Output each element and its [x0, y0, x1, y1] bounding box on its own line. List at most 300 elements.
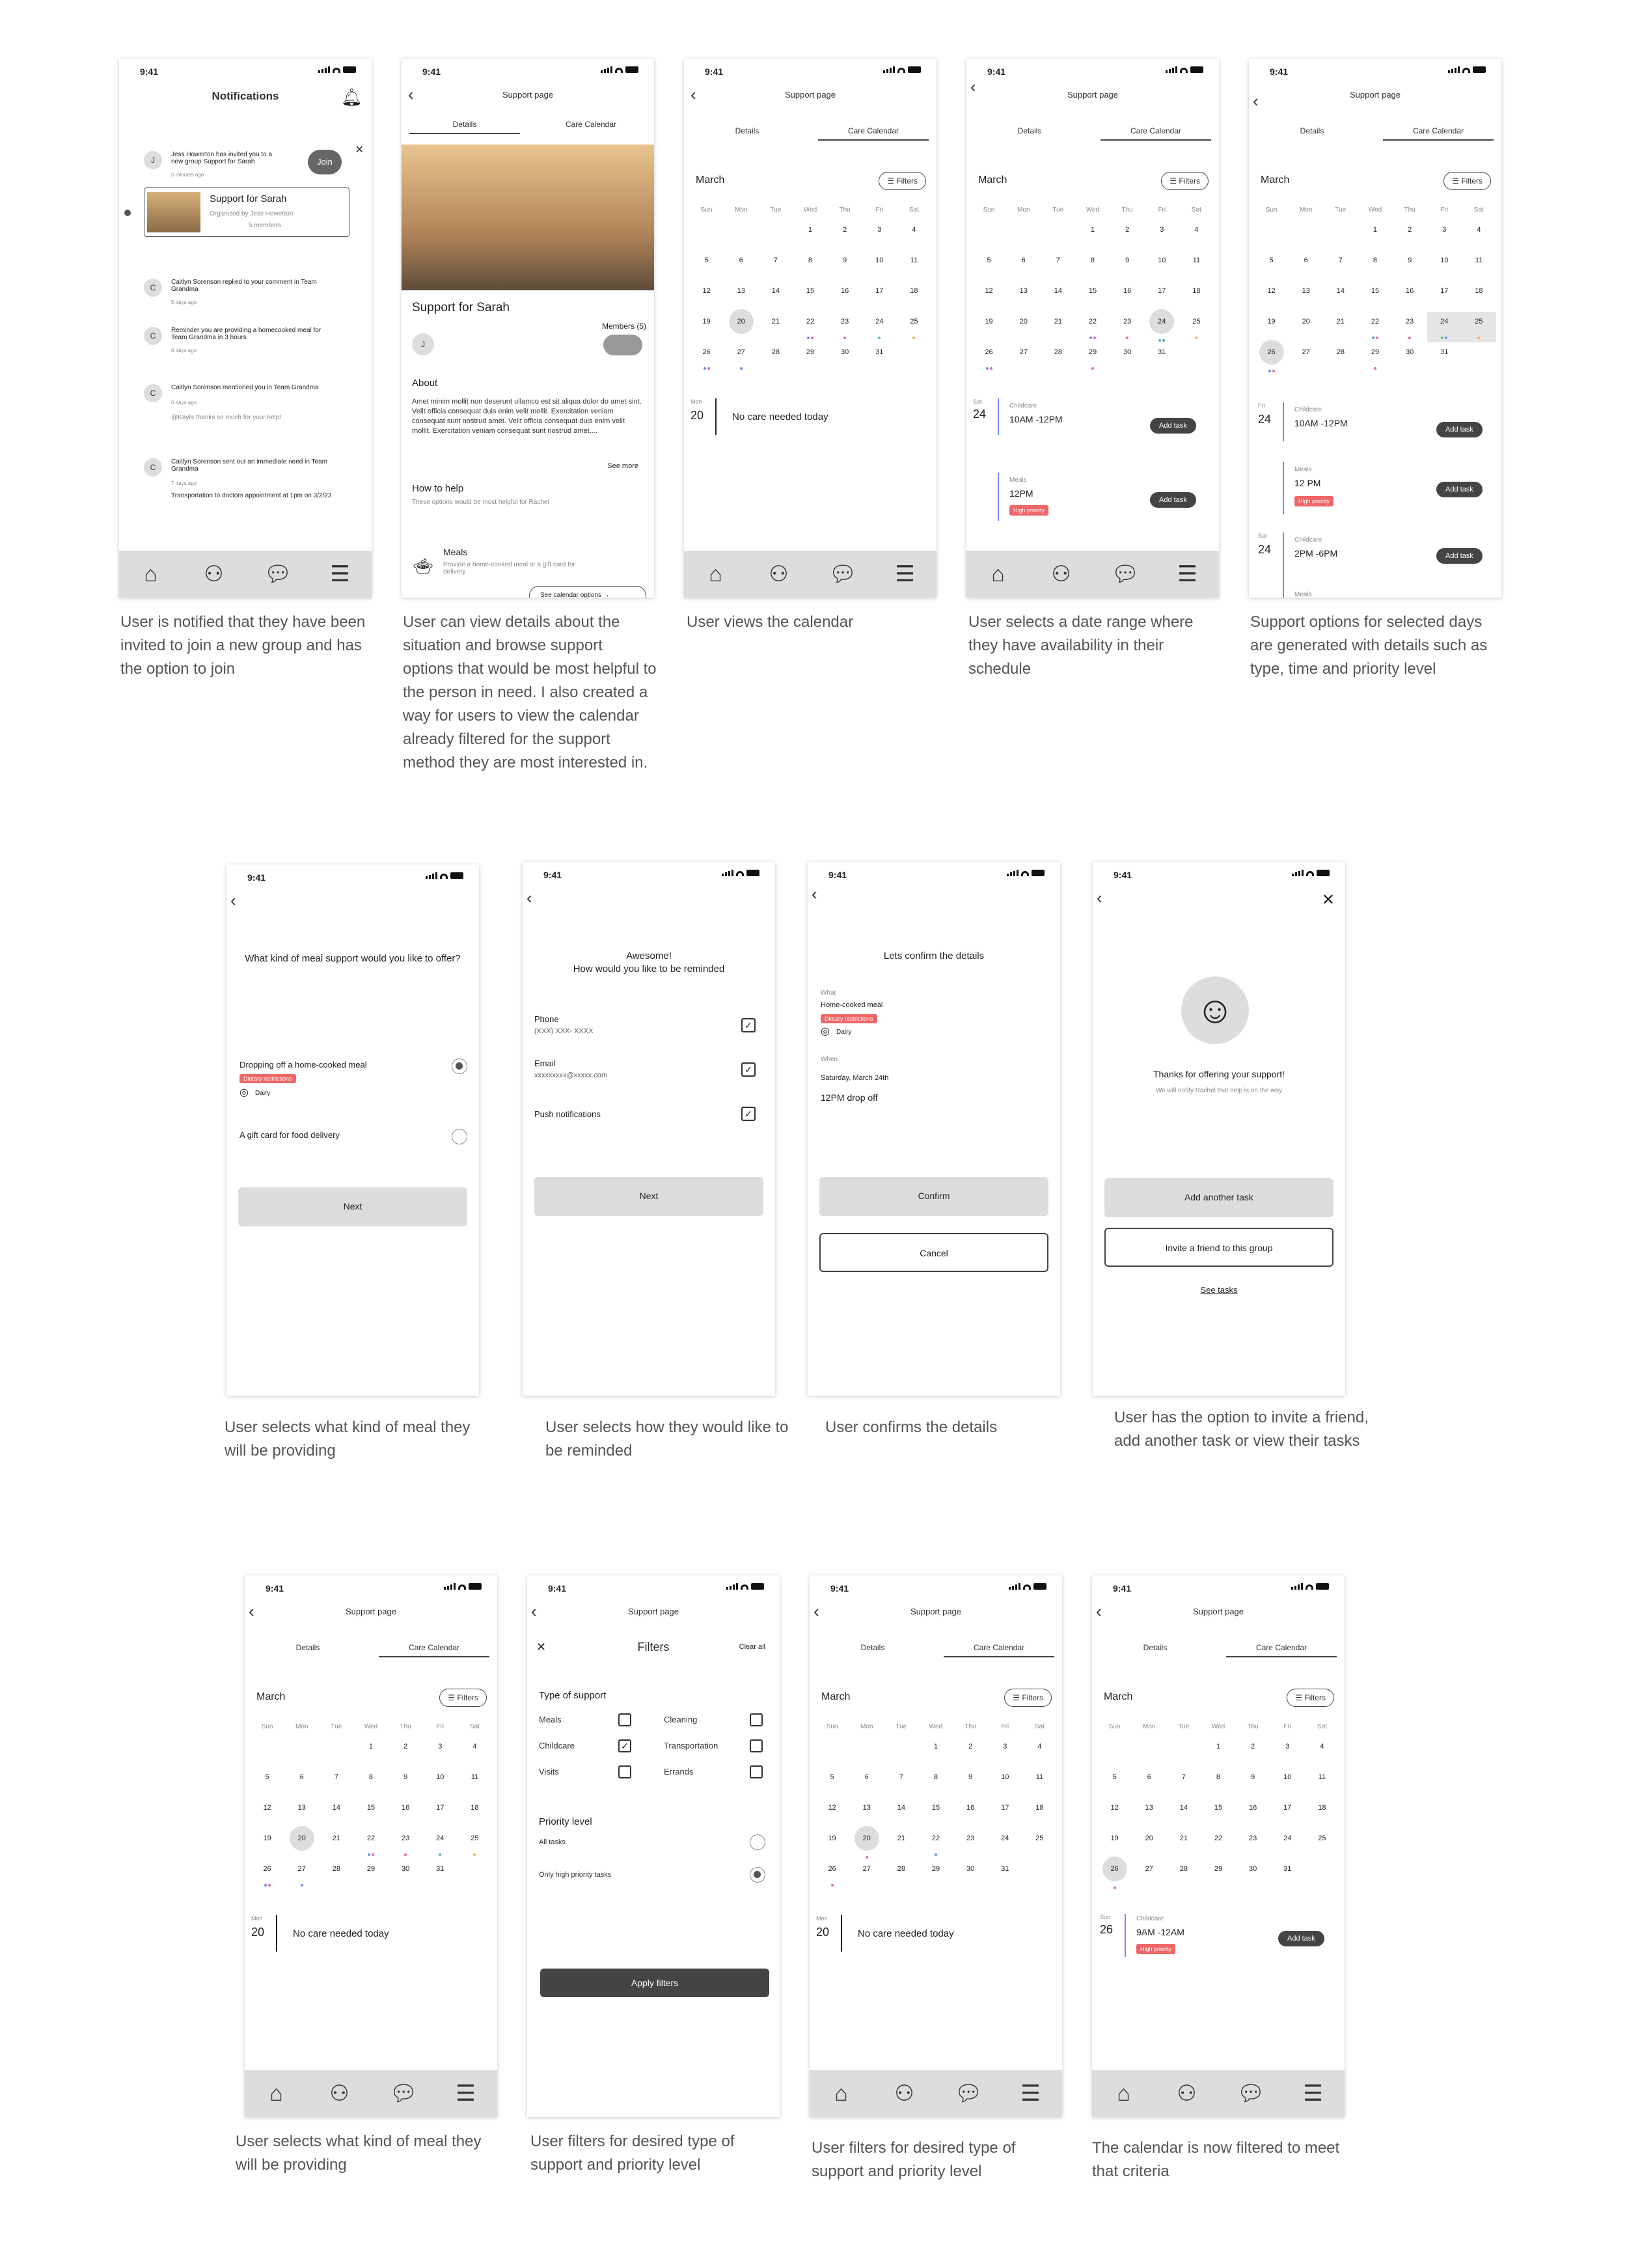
calendar-day[interactable]: 13	[737, 287, 745, 295]
filter-errands: Errands	[664, 1767, 694, 1777]
calendar-day[interactable]: 13	[1019, 287, 1028, 295]
calendar-day[interactable]: 31	[1283, 1865, 1292, 1873]
calendar-day[interactable]: 12	[1267, 287, 1276, 295]
calendar-day[interactable]: 28	[897, 1865, 905, 1873]
calendar-day[interactable]: 3	[438, 1743, 443, 1750]
calendar-day[interactable]: 29	[806, 348, 815, 356]
calendar-day[interactable]: 6	[1304, 256, 1308, 264]
back-icon[interactable]: ‹	[970, 77, 976, 96]
email-checkbox[interactable]: ✓	[741, 1062, 756, 1077]
calendar-day[interactable]: 4	[1194, 226, 1199, 234]
home-icon[interactable]: ⌂	[709, 561, 722, 587]
calendar-day[interactable]: 5	[1112, 1773, 1117, 1781]
tab-care-calendar[interactable]: Care Calendar	[1101, 126, 1212, 141]
calendar-day[interactable]: 12	[702, 287, 711, 295]
tab-care-calendar[interactable]: Care Calendar	[565, 120, 617, 129]
calendar-day[interactable]: 8	[933, 1773, 938, 1781]
calendar-day[interactable]: 24	[423, 1829, 458, 1859]
calendar-day[interactable]: 24	[1283, 1834, 1292, 1842]
close-icon[interactable]: ✕	[355, 145, 364, 156]
calendar-day[interactable]: 11	[471, 1773, 479, 1781]
day-number: 24	[973, 408, 987, 421]
chat-icon[interactable]: 💬︎	[1111, 562, 1140, 587]
calendar-day[interactable]: 7	[899, 1773, 903, 1781]
month-label: March	[256, 1691, 286, 1702]
calendar-day[interactable]: 12	[985, 287, 993, 295]
calendar-day[interactable]: 18	[1192, 287, 1201, 295]
weekday-label: Wed	[929, 1723, 943, 1730]
calendar-day[interactable]: 10	[875, 256, 884, 264]
tab-details[interactable]: Details	[735, 126, 759, 135]
calendar-day[interactable]: 3	[1285, 1743, 1290, 1750]
calendar-day[interactable]: 15	[366, 1804, 376, 1812]
calendar-day[interactable]: 3	[1003, 1743, 1007, 1750]
tasks-icon[interactable]: ☰	[1020, 2081, 1041, 2106]
cleaning-checkbox[interactable]	[750, 1713, 763, 1726]
calendar-day[interactable]: 31	[1001, 1865, 1009, 1873]
tasks-icon[interactable]: ☰	[895, 562, 915, 587]
calendar-day[interactable]: 13	[1302, 287, 1310, 295]
calendar-day[interactable]: 8	[1373, 256, 1378, 264]
calendar-day[interactable]: 15	[1088, 287, 1097, 295]
calendar-day[interactable]: 26	[689, 342, 724, 373]
calendar-day[interactable]: 27	[862, 1865, 871, 1873]
group-icon[interactable]: ⚇	[769, 562, 789, 587]
calendar-day[interactable]: 20	[1302, 318, 1310, 325]
calendar-day[interactable]: 7	[334, 1773, 338, 1781]
members-avatars[interactable]	[603, 335, 642, 355]
calendar-day[interactable]: 28	[771, 348, 780, 356]
calendar-day[interactable]: 21	[1179, 1834, 1188, 1842]
close-icon[interactable]: ✕	[1321, 891, 1335, 909]
home-icon[interactable]: ⌂	[1117, 2081, 1130, 2106]
home-icon[interactable]: ⌂	[144, 561, 157, 587]
back-icon[interactable]: ‹	[531, 1601, 537, 1621]
calendar-day[interactable]: 14	[1179, 1804, 1188, 1812]
calendar-day[interactable]: 16	[1249, 1804, 1257, 1812]
radio-all-tasks[interactable]	[750, 1834, 765, 1850]
calendar-day[interactable]: 9	[843, 256, 847, 264]
calendar-day[interactable]: 30	[1249, 1865, 1257, 1873]
see-tasks-link[interactable]: See tasks	[1200, 1285, 1238, 1295]
calendar-day[interactable]: 8	[368, 1773, 374, 1781]
calendar-day[interactable]: 21	[897, 1834, 905, 1842]
calendar-day[interactable]: 22	[1214, 1834, 1223, 1842]
calendar-day[interactable]: 17	[1158, 287, 1166, 295]
calendar-day[interactable]: 20	[284, 1829, 319, 1859]
calendar-day[interactable]: 25	[1462, 312, 1496, 342]
calendar-day[interactable]: 28	[332, 1865, 340, 1873]
add-task-button[interactable]: Add task	[1278, 1931, 1324, 1946]
calendar-day[interactable]: 2	[403, 1743, 408, 1750]
calendar-day[interactable]: 15	[806, 287, 815, 295]
tab-details[interactable]: Details	[1300, 126, 1324, 135]
notification-time: 6 days ago	[171, 348, 197, 353]
calendar-day[interactable]: 2	[843, 226, 847, 234]
tab-details[interactable]: Details	[409, 120, 521, 134]
calendar-day[interactable]: 31	[875, 348, 884, 356]
tasks-icon[interactable]: ☰	[1303, 2081, 1323, 2106]
calendar-day[interactable]: 14	[1054, 287, 1062, 295]
calendar-day[interactable]: 29	[366, 1865, 376, 1873]
calendar-day[interactable]: 1	[1373, 226, 1378, 234]
calendar-day[interactable]: 30	[966, 1865, 975, 1873]
next-button[interactable]: Next	[238, 1187, 467, 1226]
add-task-button[interactable]: Add task	[1150, 418, 1196, 434]
calendar-day[interactable]: 11	[1475, 256, 1483, 264]
home-icon[interactable]: ⌂	[269, 2081, 283, 2106]
event-bar	[998, 473, 999, 521]
tab-details[interactable]: Details	[860, 1643, 885, 1652]
add-task-button[interactable]: Add task	[1436, 422, 1483, 437]
calendar-day[interactable]: 18	[1318, 1804, 1326, 1812]
confirm-button[interactable]: Confirm	[819, 1177, 1048, 1216]
meals-checkbox[interactable]	[618, 1713, 631, 1726]
group-icon[interactable]: ⚇	[1051, 562, 1071, 587]
add-task-button[interactable]: Add task	[1436, 548, 1483, 564]
calendar-day[interactable]: 20	[1019, 318, 1028, 325]
calendar-day[interactable]: 30	[841, 348, 849, 356]
event-dots	[1254, 361, 1289, 391]
calendar-day[interactable]: 17	[875, 287, 884, 295]
calendar-day[interactable]: 21	[332, 1834, 340, 1842]
calendar-day[interactable]: 14	[771, 287, 780, 295]
calendar-day[interactable]: 20	[724, 312, 758, 342]
calendar-day[interactable]: 16	[1406, 287, 1414, 295]
tab-care-calendar[interactable]: Care Calendar	[379, 1643, 490, 1657]
calendar-day[interactable]: 6	[739, 256, 743, 264]
chat-icon[interactable]: 💬︎	[389, 2081, 418, 2106]
calendar-day[interactable]: 7	[1056, 256, 1060, 264]
chat-icon[interactable]: 💬︎	[954, 2081, 983, 2106]
calendar-day[interactable]: 17	[436, 1804, 444, 1812]
calendar-day[interactable]: 9	[403, 1773, 408, 1781]
calendar-day[interactable]: 22	[918, 1829, 953, 1859]
cancel-button[interactable]: Cancel	[819, 1233, 1048, 1272]
calendar-day[interactable]: 29	[1358, 342, 1392, 373]
priority-badge: High priority	[1294, 496, 1333, 506]
calendar-day[interactable]: 5	[704, 256, 709, 264]
calendar-day[interactable]: 25	[1318, 1834, 1326, 1842]
weekday-label: Fri	[1283, 1723, 1292, 1730]
filters-button[interactable]: ☰ Filters	[439, 1689, 487, 1707]
calendar-day[interactable]: 31	[1158, 348, 1166, 356]
calendar-day[interactable]: 11	[910, 256, 918, 264]
radio-high-priority[interactable]	[750, 1867, 765, 1883]
back-icon[interactable]: ‹	[249, 1601, 254, 1621]
add-task-button[interactable]: Add task	[1150, 492, 1196, 508]
calendar-day[interactable]: 10	[1440, 256, 1449, 264]
calendar-day[interactable]: 10	[1283, 1773, 1292, 1781]
calendar-day[interactable]: 24	[1145, 312, 1179, 342]
calendar-day[interactable]: 6	[864, 1773, 869, 1781]
calendar-day[interactable]: 16	[841, 287, 849, 295]
calendar-day[interactable]: 17	[1001, 1804, 1009, 1812]
back-icon[interactable]: ‹	[1097, 888, 1102, 907]
calendar-day[interactable]: 30	[402, 1865, 410, 1873]
calendar-day[interactable]: 28	[1179, 1865, 1188, 1873]
calendar-day[interactable]: 13	[1145, 1804, 1153, 1812]
calendar-day[interactable]: 6	[1021, 256, 1026, 264]
calendar-day[interactable]: 25	[1179, 312, 1214, 342]
calendar-day[interactable]: 9	[1125, 256, 1130, 264]
calendar-day[interactable]: 31	[436, 1865, 444, 1873]
calendar-day[interactable]: 17	[1440, 287, 1449, 295]
calendar-day[interactable]: 24	[862, 312, 897, 342]
radio-gift-card[interactable]	[452, 1129, 467, 1144]
back-icon[interactable]: ‹	[812, 884, 817, 904]
calendar-day[interactable]: 15	[1371, 287, 1380, 295]
calendar-day[interactable]: 16	[402, 1804, 410, 1812]
calendar-day[interactable]: 24	[1001, 1834, 1009, 1842]
calendar-day[interactable]: 4	[912, 226, 916, 234]
calendar-day[interactable]: 3	[877, 226, 882, 234]
tab-care-calendar[interactable]: Care Calendar	[944, 1643, 1055, 1657]
calendar-day[interactable]: 2	[1125, 226, 1130, 234]
calendar-day[interactable]: 19	[263, 1834, 271, 1842]
calendar-day[interactable]: 4	[472, 1743, 477, 1750]
calendar-grid	[815, 1717, 1057, 1890]
clear-all-link[interactable]: Clear all	[739, 1643, 765, 1651]
calendar-day[interactable]: 6	[1147, 1773, 1151, 1781]
tab-care-calendar[interactable]: Care Calendar	[1383, 126, 1494, 141]
calendar-day[interactable]: 11	[1035, 1773, 1044, 1781]
errands-checkbox[interactable]	[750, 1765, 763, 1778]
visits-checkbox[interactable]	[618, 1765, 631, 1778]
chat-icon[interactable]: 💬︎	[828, 562, 857, 587]
calendar-day[interactable]: 16	[966, 1804, 975, 1812]
calendar-day[interactable]: 10	[1158, 256, 1166, 264]
calendar-day[interactable]: 1	[1216, 1743, 1221, 1750]
calendar-day[interactable]: 11	[1192, 256, 1201, 264]
calendar-day[interactable]: 8	[1090, 256, 1095, 264]
calendar-day[interactable]: 29	[1075, 342, 1110, 373]
calendar-day[interactable]: 12	[263, 1804, 271, 1812]
calendar-day[interactable]: 4	[1477, 226, 1481, 234]
calendar-day[interactable]: 26	[250, 1859, 284, 1890]
join-button[interactable]: Join	[308, 150, 342, 174]
calendar-day[interactable]: 30	[1123, 348, 1132, 356]
event-dots	[1358, 358, 1392, 389]
calendar-day[interactable]: 10	[1001, 1773, 1009, 1781]
calendar-day[interactable]: 23	[1110, 312, 1145, 342]
calendar-day[interactable]: 2	[1408, 226, 1412, 234]
chat-icon[interactable]: 💬︎	[1237, 2081, 1265, 2106]
calendar-day[interactable]: 21	[771, 318, 780, 325]
event-dots	[972, 358, 1006, 389]
filters-button[interactable]: ☰ Filters	[1443, 172, 1491, 190]
calendar-day[interactable]: 5	[830, 1773, 834, 1781]
calendar-day[interactable]: 27	[1145, 1865, 1153, 1873]
calendar-day[interactable]: 28	[1054, 348, 1062, 356]
calendar-day[interactable]: 9	[1251, 1773, 1255, 1781]
group-card[interactable]	[144, 187, 349, 237]
calendar-day[interactable]: 16	[1123, 287, 1132, 295]
calendar-day[interactable]: 25	[1035, 1834, 1044, 1842]
apply-filters-button[interactable]: Apply filters	[540, 1969, 769, 1997]
calendar-day[interactable]: 22	[1075, 312, 1110, 342]
back-icon[interactable]: ‹	[1096, 1601, 1102, 1621]
group-icon[interactable]: ⚇	[894, 2081, 914, 2106]
calendar-day[interactable]: 31	[1440, 348, 1449, 356]
back-icon[interactable]: ‹	[1253, 91, 1259, 111]
calendar-day[interactable]: 18	[471, 1804, 479, 1812]
calendar-day[interactable]: 7	[1181, 1773, 1186, 1781]
chat-icon[interactable]: 💬︎	[264, 562, 292, 587]
calendar-day[interactable]: 19	[985, 318, 993, 325]
filters-button[interactable]: ☰ Filters	[1287, 1689, 1334, 1707]
calendar-day[interactable]: 18	[1035, 1804, 1044, 1812]
calendar-day[interactable]: 27	[1019, 348, 1028, 356]
calendar-day[interactable]: 3	[1442, 226, 1447, 234]
calendar-day[interactable]: 22	[1358, 312, 1392, 342]
calendar-day[interactable]: 27	[1302, 348, 1310, 356]
calendar-day[interactable]: 9	[968, 1773, 973, 1781]
calendar-day[interactable]: 4	[1037, 1743, 1042, 1750]
tab-details[interactable]: Details	[1017, 126, 1042, 135]
calendar-day[interactable]: 13	[297, 1804, 306, 1812]
calendar-day[interactable]: 2	[968, 1743, 973, 1750]
calendar-day[interactable]: 11	[1318, 1773, 1326, 1781]
calendar-day[interactable]: 22	[793, 312, 827, 342]
add-another-task-button[interactable]: Add another task	[1104, 1178, 1333, 1217]
next-button[interactable]: Next	[534, 1177, 763, 1216]
calendar-day[interactable]: 25	[458, 1829, 492, 1859]
calendar-day[interactable]: 19	[1110, 1834, 1119, 1842]
back-icon[interactable]: ‹	[814, 1601, 819, 1621]
calendar-day[interactable]: 8	[1216, 1773, 1221, 1781]
calendar-day[interactable]: 9	[1408, 256, 1412, 264]
calendar-day[interactable]: 25	[897, 312, 931, 342]
phone-checkbox[interactable]: ✓	[741, 1018, 756, 1032]
calendar-day[interactable]: 28	[1336, 348, 1345, 356]
calendar-day[interactable]: 20	[849, 1829, 884, 1859]
weekday-label: Mon	[295, 1723, 308, 1730]
tasks-icon[interactable]: ☰	[330, 562, 350, 587]
calendar-day[interactable]: 29	[931, 1865, 940, 1873]
calendar-day[interactable]: 26	[1254, 342, 1289, 373]
bell-icon[interactable]: 🔔︎	[340, 87, 362, 107]
home-icon[interactable]: ⌂	[991, 561, 1005, 587]
close-icon[interactable]: ✕	[536, 1640, 547, 1653]
tab-details[interactable]: Details	[1143, 1643, 1168, 1652]
tab-care-calendar[interactable]: Care Calendar	[1226, 1643, 1337, 1657]
calendar-day[interactable]: 22	[353, 1829, 388, 1859]
calendar-day[interactable]: 21	[1054, 318, 1062, 325]
calendar-day[interactable]: 24	[1427, 312, 1462, 342]
priority-heading: Priority level	[539, 1816, 592, 1827]
group-icon[interactable]: ⚇	[329, 2081, 349, 2106]
calendar-day[interactable]: 21	[1336, 318, 1345, 325]
calendar-grid	[1097, 1717, 1339, 1890]
calendar-day[interactable]: 1	[808, 226, 813, 234]
calendar-day[interactable]: 4	[1320, 1743, 1324, 1750]
calendar-day[interactable]: 1	[368, 1743, 374, 1750]
calendar-day[interactable]: 19	[702, 318, 711, 325]
tab-details[interactable]: Details	[295, 1643, 320, 1652]
calendar-day[interactable]: 23	[966, 1834, 975, 1842]
tasks-icon[interactable]: ☰	[1177, 562, 1197, 587]
option-home-cooked[interactable]: Dropping off a home-cooked meal	[239, 1060, 367, 1070]
calendar-day[interactable]: 3	[1160, 226, 1164, 234]
calendar-day[interactable]: 23	[828, 312, 862, 342]
back-icon[interactable]: ‹	[230, 891, 236, 910]
calendar-day[interactable]: 23	[1393, 312, 1427, 342]
filters-button[interactable]: ☰ Filters	[879, 172, 926, 190]
calendar-day[interactable]: 5	[987, 256, 991, 264]
calendar-day[interactable]: 14	[1336, 287, 1345, 295]
back-icon[interactable]: ‹	[690, 85, 696, 104]
group-icon[interactable]: ⚇	[204, 562, 224, 587]
option-gift-card[interactable]: A gift card for food delivery	[239, 1130, 340, 1140]
radio-home-cooked[interactable]	[452, 1058, 467, 1074]
calendar-day[interactable]: 26	[1097, 1859, 1132, 1890]
calendar-day[interactable]: 17	[1283, 1804, 1292, 1812]
calendar-day[interactable]: 13	[862, 1804, 871, 1812]
group-icon[interactable]: ⚇	[1177, 2081, 1197, 2106]
calendar-day[interactable]: 14	[897, 1804, 905, 1812]
calendar-day[interactable]: 23	[389, 1829, 423, 1859]
calendar-day[interactable]: 27	[284, 1859, 319, 1890]
calendar-day[interactable]: 15	[931, 1804, 940, 1812]
calendar-day[interactable]: 23	[1249, 1834, 1257, 1842]
calendar-day[interactable]: 27	[724, 342, 758, 373]
home-icon[interactable]: ⌂	[834, 2081, 848, 2106]
calendar-day[interactable]: 18	[910, 287, 918, 295]
calendar-day[interactable]: 5	[265, 1773, 269, 1781]
childcare-checkbox[interactable]: ✓	[618, 1739, 631, 1752]
add-task-button[interactable]: Add task	[1436, 482, 1483, 497]
see-calendar-options-button[interactable]: See calendar options →	[529, 586, 646, 598]
page-title: Support page	[1067, 90, 1119, 100]
calendar-day[interactable]: 18	[1475, 287, 1483, 295]
calendar-day[interactable]: 8	[808, 256, 813, 264]
calendar-day[interactable]: 19	[1267, 318, 1276, 325]
calendar-day[interactable]: 29	[1214, 1865, 1223, 1873]
calendar-day[interactable]: 12	[828, 1804, 836, 1812]
see-more-link[interactable]: See more	[607, 462, 638, 470]
calendar-day[interactable]: 7	[1338, 256, 1343, 264]
calendar-day[interactable]: 12	[1110, 1804, 1119, 1812]
tasks-icon[interactable]: ☰	[456, 2081, 476, 2106]
calendar-day[interactable]: 7	[773, 256, 778, 264]
calendar-day[interactable]: 10	[436, 1773, 444, 1781]
push-checkbox[interactable]: ✓	[741, 1107, 756, 1121]
calendar-day[interactable]: 5	[1269, 256, 1274, 264]
calendar-day[interactable]: 14	[332, 1804, 340, 1812]
calendar-day[interactable]: 30	[1406, 348, 1414, 356]
calendar-day[interactable]: 1	[933, 1743, 938, 1750]
calendar-day[interactable]: 26	[815, 1859, 849, 1890]
back-icon[interactable]: ‹	[526, 888, 532, 907]
calendar-day[interactable]: 26	[972, 342, 1006, 373]
invite-friend-button[interactable]: Invite a friend to this group	[1104, 1228, 1333, 1267]
back-icon[interactable]: ‹	[408, 85, 414, 104]
calendar-day[interactable]: 1	[1090, 226, 1095, 234]
calendar-day[interactable]: 2	[1251, 1743, 1255, 1750]
filters-button[interactable]: ☰ Filters	[1004, 1689, 1052, 1707]
day-label: Mon	[816, 1915, 828, 1922]
calendar-day[interactable]: 19	[828, 1834, 836, 1842]
filters-button[interactable]: ☰ Filters	[1161, 172, 1209, 190]
bottom-nav	[1092, 2070, 1345, 2117]
calendar-day[interactable]: 20	[1145, 1834, 1153, 1842]
calendar-day[interactable]: 15	[1214, 1804, 1223, 1812]
tab-care-calendar[interactable]: Care Calendar	[818, 126, 929, 141]
avatar: C	[144, 458, 162, 477]
transportation-checkbox[interactable]	[750, 1739, 763, 1752]
calendar-day[interactable]: 6	[299, 1773, 304, 1781]
